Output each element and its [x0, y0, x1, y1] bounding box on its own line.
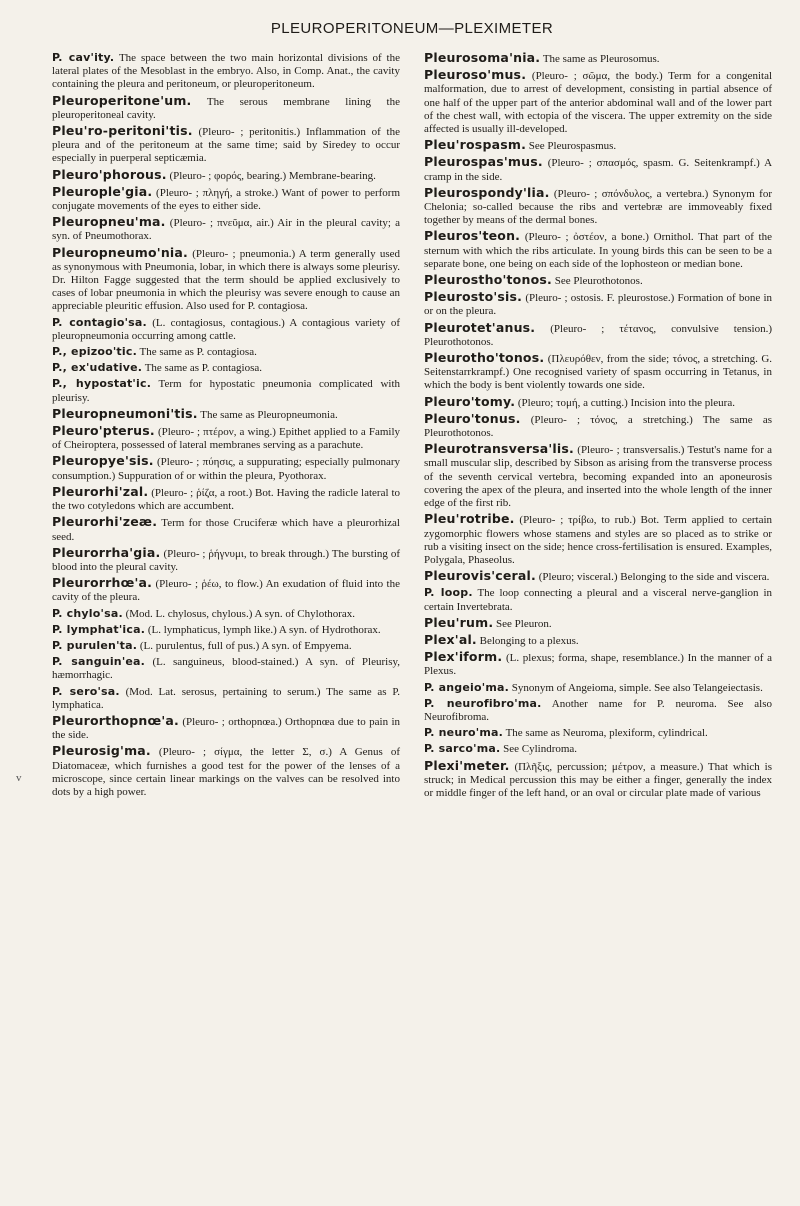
- dictionary-entry: [424, 681, 772, 695]
- left-column: [52, 51, 400, 802]
- dictionary-entry: [424, 395, 772, 410]
- entry-definition: (Pleuro- ; τρίβω, to rub.) Bot. Term applied to certain zygomorphic flowers whose stamens and styles are so placed as to strike or rub a visiting insect on the side; hence cross-fertilisation is ensured. Examples, Polygala, Phaseolus.: [424, 514, 773, 566]
- entry-headword: Pleuro'phorous.: [52, 166, 167, 182]
- entry-definition: (Pleuro- ; ὀστέον, a bone.) Ornithol. That part of the sternum with which the ribs articulate. In young birds this can be seen to be a separate bone, one being on each side of the lophosteon or median bone.: [424, 231, 772, 270]
- entry-headword: Pleurosoma'nia.: [424, 50, 541, 65]
- columns: [52, 51, 772, 802]
- entry-definition: (L. contagiosus, contagious.) A contagious variety of pleuropneumonia occurring among cattle.: [52, 316, 401, 342]
- dictionary-entry: [424, 742, 772, 756]
- dictionary-entry: [52, 576, 400, 604]
- entry-headword: Pleurorrha'gia.: [52, 544, 161, 560]
- entry-headword: Pleurosig'ma.: [52, 743, 151, 759]
- dictionary-entry: [424, 512, 772, 567]
- dictionary-entry: [424, 186, 772, 228]
- dictionary-entry: [424, 155, 772, 183]
- dictionary-entry: [52, 246, 400, 314]
- entry-headword: P. neurofibro'ma.: [424, 696, 542, 710]
- dictionary-entry: [52, 345, 400, 359]
- entry-definition: Belonging to a plexus.: [479, 634, 579, 647]
- dictionary-entry: [52, 377, 400, 404]
- entry-headword: Pleurorrhœ'a.: [52, 575, 153, 591]
- entry-headword: Pleurosto'sis.: [424, 289, 523, 305]
- entry-headword: Pleurorhi'zal.: [52, 483, 149, 499]
- dictionary-entry: [424, 321, 772, 349]
- entry-headword: Plex'iform.: [424, 649, 503, 665]
- dictionary-entry: [52, 454, 400, 482]
- entry-definition: (Pleuro- ; ῥέω, to flow.) An exudation of fluid into the cavity of the pleura.: [52, 578, 400, 604]
- dictionary-entry: [424, 229, 772, 271]
- dictionary-entry: [424, 616, 772, 631]
- dictionary-entry: [52, 424, 400, 452]
- dictionary-entry: [52, 407, 400, 422]
- entry-headword: P. neuro'ma.: [424, 726, 503, 740]
- entry-headword: P. sarco'ma.: [424, 742, 501, 756]
- entry-headword: Pleu'ro-peritoni'tis.: [52, 123, 193, 139]
- entry-definition: (Mod. Lat. serosus, pertaining to serum.) The same as P. lymphatica.: [52, 685, 400, 711]
- entry-headword: Pleurorthopnœ'a.: [52, 712, 179, 728]
- dictionary-entry: [424, 586, 772, 613]
- entry-definition: The space between the two main horizontal divisions of the lateral plates of the Mesoblast in the embryo. Also, in Comp. Anat., the cavity containing the pleura and peritoneum, or pleuroperitoneum.: [52, 52, 400, 91]
- entry-headword: Pleuropneu'ma.: [52, 214, 166, 230]
- entry-headword: P., hypostat'ic.: [52, 377, 152, 391]
- entry-definition: The same as Pleurosomus.: [542, 53, 660, 65]
- entry-headword: P. purulen'ta.: [52, 638, 138, 652]
- dictionary-entry: [52, 607, 400, 621]
- entry-definition: See Pleuron.: [496, 617, 552, 630]
- dictionary-entry: [52, 94, 400, 122]
- dictionary-entry: [424, 697, 772, 724]
- entry-definition: (Pleuro- ; σῶμα, the body.) Term for a congenital malformation, due to arrest of development, consisting in partial absence of one half of the upper part of the anterior abdominal wall and of the lower part of the chest wall, with ectopia of the viscera. The upper extremity on the side affected is usually ill-developed.: [424, 70, 773, 136]
- entry-headword: P. loop.: [424, 586, 473, 600]
- entry-definition: (Pleuro- ; transversalis.) Testut's name for a small muscular slip, described by Sibson as arising from the transverse process of the seventh cervical vertebra, becoming expanded into an aponeurosis covering the apex of the pleura, and inserted into the whole length of the inner edge of the first rib.: [424, 444, 773, 510]
- entry-definition: (Πλευρόθεν, from the side; τόνος, a stretching. G. Seitenstarrkrampf.) One recognised variety of spasm occurring in Tetanus, in which the body is bent violently towards one side.: [424, 353, 773, 392]
- entry-definition: The same as Neuroma, plexiform, cylindrical.: [505, 727, 708, 740]
- entry-definition: The serous membrane lining the pleuroperitoneal cavity.: [52, 95, 400, 121]
- entry-definition: The same as Pleuropneumonia.: [200, 408, 338, 421]
- dictionary-entry: [424, 569, 772, 584]
- entry-definition: (Pleuro- ; φορός, bearing.) Membrane-bearing.: [169, 169, 376, 182]
- entry-headword: P. angeio'ma.: [424, 680, 509, 694]
- dictionary-entry: [424, 290, 772, 318]
- entry-headword: Pleurospas'mus.: [424, 154, 543, 170]
- entry-headword: Pleuro'tomy.: [424, 393, 516, 409]
- entry-definition: (L. sanguineus, blood-stained.) A syn. of Pleurisy, hæmorrhagic.: [52, 656, 401, 682]
- entry-definition: The same as P. contagiosa.: [139, 346, 257, 359]
- entry-headword: P. contagio'sa.: [52, 315, 147, 329]
- entry-headword: Pleuroperitone'um.: [52, 92, 192, 108]
- dictionary-entry: [52, 744, 400, 799]
- dictionary-entry: [424, 351, 772, 393]
- entry-definition: (Pleuro- ; ostosis. F. pleurostose.) Formation of bone in or on the pleura.: [424, 292, 772, 318]
- entry-headword: Pleuroso'mus.: [424, 67, 527, 83]
- entry-headword: Pleuro'pterus.: [52, 423, 155, 439]
- dictionary-entry: [52, 168, 400, 183]
- entry-headword: Pleuros'teon.: [424, 228, 521, 244]
- entry-definition: Term for hypostatic pneumonia complicated with pleurisy.: [52, 378, 401, 404]
- entry-definition: (Pleuro- ; ῥήγνυμι, to break through.) The bursting of blood into the pleural cavity.: [52, 547, 400, 573]
- dictionary-entry: [424, 759, 772, 801]
- entry-headword: Pleurovis'ceral.: [424, 568, 536, 584]
- entry-headword: Pleuro'tonus.: [424, 410, 521, 426]
- entry-definition: (L. plexus; forma, shape, resemblance.) In the manner of a Plexus.: [424, 652, 772, 678]
- dictionary-entry: [424, 273, 772, 288]
- entry-definition: See Pleurospasmus.: [528, 140, 617, 153]
- dictionary-entry: [52, 639, 400, 653]
- entry-definition: The loop connecting a pleural and a visceral nerve-ganglion in certain Invertebrata.: [424, 587, 772, 613]
- dictionary-entry: [52, 316, 400, 343]
- entry-headword: P., ex'udative.: [52, 361, 143, 375]
- entry-headword: P. chylo'sa.: [52, 606, 123, 620]
- dictionary-entry: [52, 685, 400, 712]
- dictionary-entry: [52, 515, 400, 543]
- entry-definition: (Pleuro- ; σπασμός, spasm. G. Seitenkrampf.) A cramp in the side.: [424, 157, 773, 183]
- dictionary-entry: [52, 185, 400, 213]
- entry-definition: (Pleuro- ; τόνος, a stretching.) The same as Pleurothotonos.: [424, 413, 772, 440]
- entry-definition: (Pleuro; visceral.) Belonging to the side and viscera.: [538, 571, 770, 584]
- entry-definition: (L. lymphaticus, lymph like.) A syn. of Hydrothorax.: [147, 623, 381, 636]
- entry-definition: Synonym of Angeioma, simple. See also Telangeiectasis.: [511, 681, 763, 694]
- entry-definition: (Mod. L. chylosus, chylous.) A syn. of Chylothorax.: [125, 607, 356, 620]
- entry-headword: Pleurotho'tonos.: [424, 350, 545, 366]
- right-column: [424, 51, 772, 802]
- entry-definition: (Pleuro- ; τέτανος, convulsive tension.) Pleurothotonos.: [424, 322, 772, 348]
- entry-headword: Pleurostho'tonos.: [424, 272, 552, 288]
- dictionary-entry: [52, 714, 400, 742]
- entry-headword: Pleurotet'anus.: [424, 319, 536, 335]
- entry-definition: (Pleuro- ; orthopnœa.) Orthopnœa due to pain in the side.: [52, 715, 401, 742]
- dictionary-entry: [52, 546, 400, 574]
- entry-headword: P. lymphat'ica.: [52, 622, 146, 636]
- entry-headword: Pleurospondy'lia.: [424, 184, 550, 200]
- entry-headword: Plex'al.: [424, 631, 477, 647]
- entry-definition: (Pleuro- ; σπόνδυλος, a vertebra.) Synonym for Chelonia; so-called because the ribs and vertebræ are immoveably fixed together by means of the dermal bones.: [424, 187, 772, 227]
- dictionary-entry: [424, 726, 772, 740]
- entry-definition: (Pleuro- ; πληγή, a stroke.) Want of power to perform conjugate movements of the eyes to either side.: [52, 186, 400, 213]
- dictionary-entry: [424, 51, 772, 66]
- entry-headword: Pleuropneumoni'tis.: [52, 405, 198, 421]
- entry-headword: P. cav'ity.: [52, 51, 115, 64]
- dictionary-entry: [52, 361, 400, 375]
- entry-definition: (Pleuro- ; πνεῦμα, air.) Air in the pleural cavity; a syn. of Pneumothorax.: [52, 217, 401, 243]
- margin-mark: v: [16, 772, 22, 784]
- dictionary-entry: [424, 138, 772, 153]
- dictionary-entry: [52, 215, 400, 243]
- dictionary-entry: [424, 650, 772, 678]
- entry-headword: Pleu'rum.: [424, 614, 494, 630]
- entry-headword: P., epizoo'tic.: [52, 345, 137, 359]
- entry-headword: Pleurotransversa'lis.: [424, 441, 574, 457]
- entry-definition: (Pleuro- ; peritonitis.) Inflammation of the pleura and of the peritoneum at the same time; said by Siredey to occur especially in puerperal septicæmia.: [52, 126, 400, 165]
- entry-definition: The same as P. contagiosa.: [144, 362, 262, 375]
- dictionary-entry: [52, 124, 400, 166]
- entry-definition: Another name for P. neuroma. See also Neurofibroma.: [424, 697, 772, 723]
- entry-definition: (L. purulentus, full of pus.) A syn. of Empyema.: [139, 639, 352, 652]
- dictionary-entry: [424, 633, 772, 648]
- entry-definition: (Pleuro- ; ῥίζα, a root.) Bot. Having the radicle lateral to the two cotyledons which are accumbent.: [52, 486, 401, 513]
- dictionary-entry: [52, 51, 400, 92]
- entry-headword: Pleu'rospasm.: [424, 137, 527, 153]
- entry-headword: Pleuropye'sis.: [52, 453, 154, 469]
- entry-headword: Pleurople'gia.: [52, 183, 153, 199]
- entry-headword: Pleuropneumo'nia.: [52, 244, 189, 260]
- dictionary-entry: [424, 412, 772, 440]
- entry-definition: (Pleuro; τομή, a cutting.) Incision into the pleura.: [517, 396, 735, 409]
- dictionary-entry: [52, 655, 400, 682]
- dictionary-entry: [424, 68, 772, 136]
- entry-definition: (Pleuro- ; pneumonia.) A term generally used as synonymous with Pneumonia, lobar, in which there is always some pleurisy. Dr. Hilton Fagge suggested that the term should be applied exclusively to cases of lobar pneumonia in which the pleurisy was severe enough to cause an appreciable pleuritic effusion. Also used for P. contagiosa.: [52, 247, 400, 313]
- entry-definition: (Pleuro- ; πύησις, a suppurating; especially pulmonary consumption.) Suppuration of or within the pleura, Pyothorax.: [52, 456, 400, 482]
- entry-definition: (Πλῆξις, percussion; μέτρον, a measure.) That which is struck; in Medical percussion this may be either a finger, generally the index or middle finger of the left hand, or an oval or circular plate made of various: [424, 760, 772, 799]
- entry-definition: (Pleuro- ; πτέρον, a wing.) Epithet applied to a Family of Cheiroptera, possessed of lateral membranes serving as a parachute.: [52, 426, 400, 452]
- entry-headword: Plexi'meter.: [424, 757, 510, 773]
- entry-definition: Term for those Cruciferæ which have a pleurorhizal seed.: [52, 517, 400, 543]
- entry-definition: See Pleurothotonos.: [554, 275, 643, 288]
- running-head: PLEUROPERITONEUM—PLEXIMETER: [270, 20, 554, 37]
- dictionary-entry: [424, 442, 772, 510]
- entry-headword: Pleurorhi'zeæ.: [52, 514, 158, 530]
- entry-headword: P. sero'sa.: [52, 684, 120, 698]
- dictionary-entry: [52, 623, 400, 637]
- entry-headword: Pleu'rotribe.: [424, 511, 515, 527]
- dictionary-entry: [52, 485, 400, 513]
- entry-definition: See Cylindroma.: [503, 743, 578, 756]
- entry-headword: P. sanguin'ea.: [52, 655, 146, 669]
- entry-definition: (Pleuro- ; σίγμα, the letter Σ, σ.) A Genus of Diatomaceæ, which furnishes a good test for the power of the lenses of a microscope, since certain linear markings on the valves can be resolved into dots by a high power.: [52, 746, 400, 798]
